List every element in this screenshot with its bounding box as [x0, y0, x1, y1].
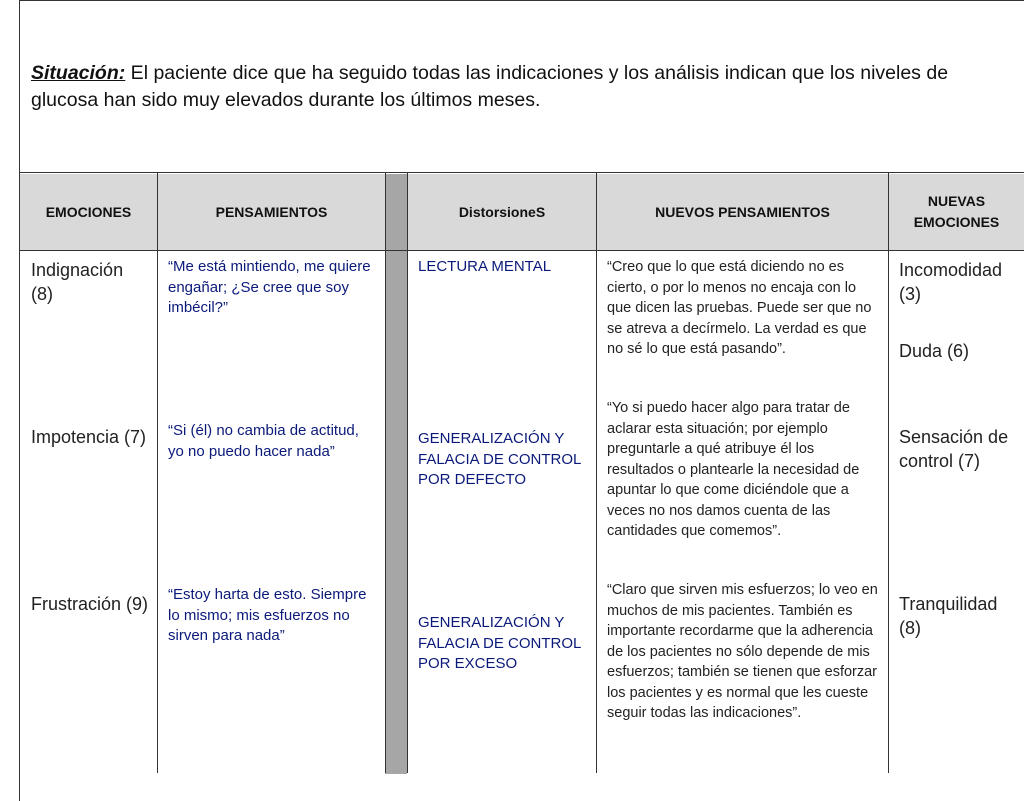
row2-emocion: Impotencia (7): [31, 427, 147, 447]
header-distorsiones: DistorsioneS: [458, 203, 546, 220]
row1-nueva-emocion-1: Incomodidad (3): [899, 260, 1003, 304]
row1-emocion: Indignación (8): [31, 260, 124, 304]
row1-nuevo-pensamiento: “Creo que lo que está diciendo no es cierto, o por lo menos no encaja con lo que dicen las pruebas. Puede ser que no se atreva a decírmelo. La verdad es que no sé lo que está pasando”.: [607, 259, 872, 357]
row2-pensamiento: “Si (él) no cambia de actitud, yo no puedo hacer nada”: [168, 422, 359, 460]
spacer-column: [385, 174, 407, 774]
column-divider: [596, 173, 597, 773]
row2-nuevo-pensamiento: “Yo si puedo hacer algo para tratar de aclarar esta situación; por ejemplo preguntarle a qué atribuye él los resultados o plantearle la necesidad de apuntar lo que come diciéndole que a veces no nos damos cuenta de las cantidades que comemos”.: [607, 400, 860, 539]
column-divider: [385, 173, 386, 773]
situation-description: El paciente dice que ha seguido todas las indicaciones y los análisis indican que los niveles de glucosa han sido muy elevados durante los últimos meses.: [31, 62, 949, 111]
divider: [19, 250, 1024, 251]
header-nuevas-emociones: NUEVAS EMOCIONES: [913, 193, 1000, 230]
situation-label: Situación:: [31, 62, 126, 84]
row3-pensamiento: “Estoy harta de esto. Siempre lo mismo; mis esfuerzos no sirven para nada”: [168, 586, 367, 644]
column-divider: [888, 173, 889, 773]
column-divider: [19, 173, 20, 773]
header-pensamientos: PENSAMIENTOS: [215, 203, 328, 220]
header-nuevos-pensamientos: NUEVOS PENSAMIENTOS: [655, 203, 830, 220]
row2-distorsion: GENERALIZACIÓN Y FALACIA DE CONTROL POR DEFECTO: [418, 430, 581, 488]
row3-nueva-emocion: Tranquilidad (8): [899, 594, 998, 638]
row1-distorsion: LECTURA MENTAL: [418, 258, 552, 275]
divider: [19, 172, 1024, 173]
column-divider: [407, 173, 408, 773]
row3-nuevo-pensamiento: “Claro que sirven mis esfuerzos; lo veo en muchos de mis pacientes. También es importante recordarme que la adherencia de los pacientes no sólo depende de mis esfuerzos; también se tienen que esforzar los pacientes y es normal que les cueste seguir todas las indicaciones”.: [607, 582, 878, 721]
situation-text: [31, 60, 1011, 114]
row1-pensamiento: “Me está mintiendo, me quiere engañar; ¿Se cree que soy imbécil?”: [168, 258, 371, 316]
column-divider: [157, 173, 158, 773]
row3-distorsion: GENERALIZACIÓN Y FALACIA DE CONTROL POR EXCESO: [418, 614, 581, 672]
row1-nueva-emocion-2: Duda (6): [899, 341, 970, 361]
row2-nueva-emocion: Sensación de control (7): [899, 427, 1009, 471]
header-emociones: EMOCIONES: [45, 203, 132, 220]
row3-emocion: Frustración (9): [31, 594, 149, 614]
